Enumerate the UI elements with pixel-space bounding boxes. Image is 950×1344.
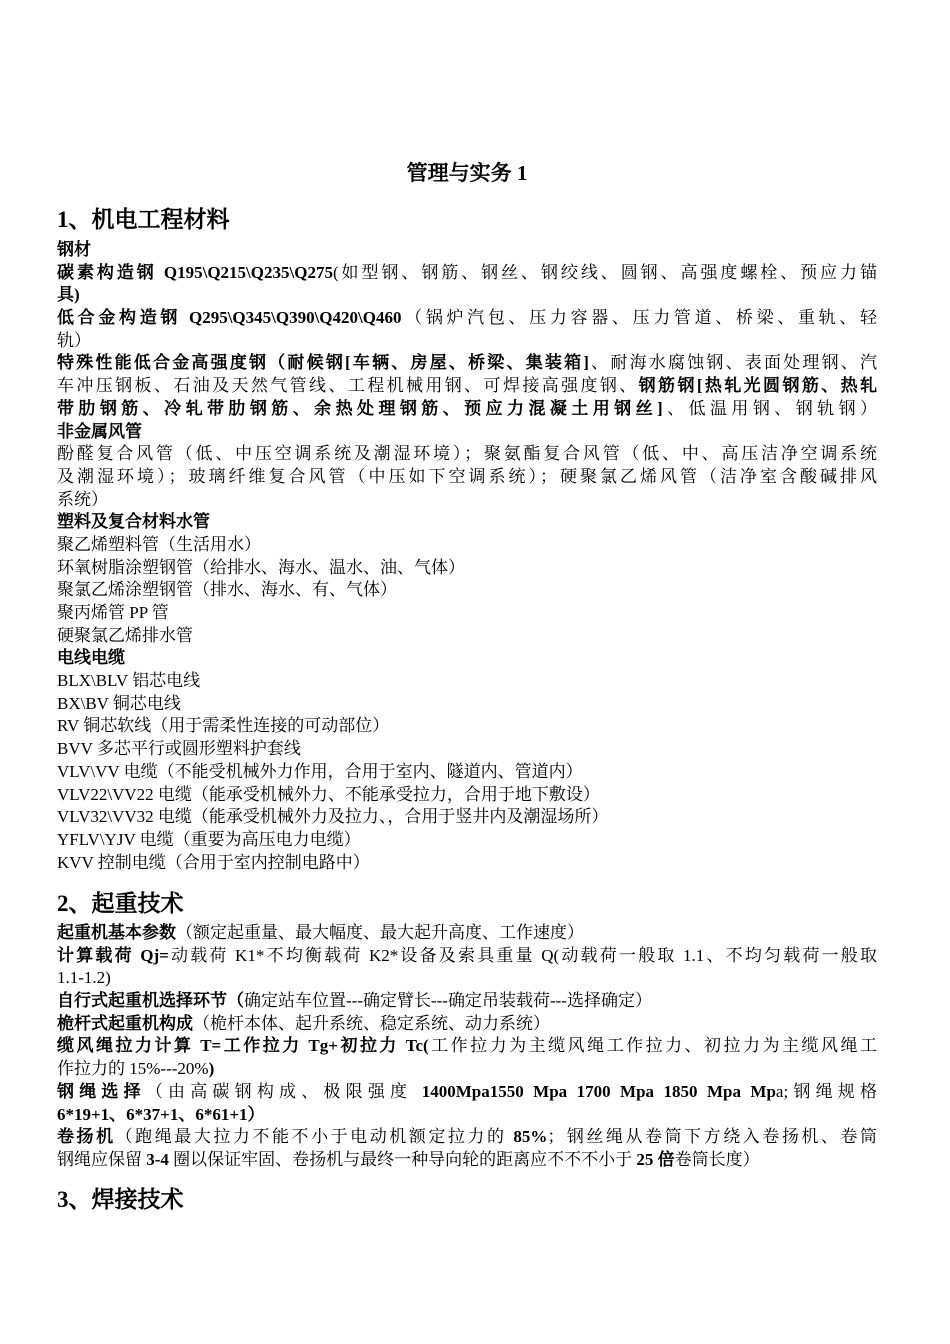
text-run: （锅炉汽包、压力容器、压力管道、桥梁、重轨、轻 [401, 308, 877, 328]
text-run: 轨） [57, 330, 91, 350]
text-line [57, 1081, 877, 1104]
bold-text-run: 钢绳选择 [57, 1081, 146, 1101]
text-run: 硬聚氯乙烯排水管 [57, 625, 193, 645]
text-run: 车冲压钢板、石油及天然气管线、工程机械用钢、可焊接高强度钢、 [57, 376, 639, 396]
section-heading-materials: 1、机电工程材料 [57, 207, 230, 232]
text-line [57, 1013, 877, 1036]
text-line [57, 239, 877, 262]
text-line [57, 511, 877, 534]
text-line [57, 852, 877, 875]
text-line [57, 647, 877, 670]
text-run: BLX\BLV 铝芯电线 [57, 671, 201, 691]
text-run: 1.1-1.2) [57, 968, 111, 988]
text-run: 、耐海水腐蚀钢、表面处理钢、汽 [588, 353, 877, 373]
text-line [57, 806, 877, 829]
text-line [57, 534, 877, 557]
text-line [57, 990, 877, 1013]
text-run: 圈以保证牢固、卷扬机与最终一种导向轮的距离应不不不小于 [168, 1149, 637, 1169]
text-line [57, 1149, 877, 1172]
text-line [57, 284, 877, 307]
bold-text-run: 25 倍 [636, 1149, 675, 1169]
text-run: 聚乙烯塑料管（生活用水） [57, 534, 261, 554]
text-line [57, 761, 877, 784]
text-line [57, 421, 877, 444]
text-run: 、低温用钢、钢轨钢） [662, 398, 877, 418]
text-line [57, 1126, 877, 1149]
text-line [57, 922, 877, 945]
text-line [57, 557, 877, 580]
text-line [57, 579, 877, 602]
bold-text-run: 钢筋钢[热轧光圆钢筋、热轧 [638, 376, 877, 396]
bold-text-run: ) [208, 1059, 215, 1079]
page-title: 管理与实务 1 [406, 161, 528, 185]
text-run: （额定起重量、最大幅度、最大起升高度、工作速度） [176, 923, 584, 942]
text-line [57, 1104, 877, 1127]
bold-text-run: 特殊性能低合金高强度钢（耐候钢[车辆、房屋、桥梁、集装箱] [57, 353, 589, 373]
bold-text-run: 钢材 [57, 240, 91, 259]
bold-text-run: 非金属风管 [57, 421, 142, 441]
text-run: 聚氯乙烯涂塑钢管（排水、海水、有、气体） [57, 580, 397, 600]
text-line [57, 466, 877, 489]
text-run: 确定站车位置---确定臂长---确定吊装载荷---选择确定） [244, 991, 652, 1011]
bold-text-run: 电线电缆 [57, 648, 125, 668]
text-line [57, 330, 877, 353]
text-line [57, 1035, 877, 1058]
text-run: ；钢丝绳从卷筒下方绕入卷扬机、卷筒 [547, 1127, 878, 1147]
text-run: 工作拉力为主缆风绳工作拉力、初拉力为主缆风绳工 [428, 1036, 877, 1056]
text-run: 系统） [57, 489, 108, 509]
text-run: 卷筒长度） [674, 1149, 760, 1169]
text-run: 酚醛复合风管（低、中压空调系统及潮湿环境）；聚氨酯复合风管（低、中、高压洁净空调系统 [57, 444, 877, 464]
text-line [57, 489, 877, 512]
text-run: RV 铜芯软线（用于需柔性连接的可动部位） [57, 716, 390, 736]
bold-text-run: 塑料及复合材料水管 [57, 512, 210, 532]
bold-text-run: 卷扬机 [57, 1127, 116, 1147]
text-line [57, 398, 877, 421]
bold-text-run: 桅杆式起重机构成 [57, 1013, 193, 1033]
bold-text-run: 1400Mpa1550 Mpa 1700 Mpa 1850 Mpa Mp [421, 1081, 776, 1101]
bold-text-run: 碳素构造钢 Q195\Q215\Q235\Q275 [57, 262, 333, 282]
text-run: (如型钢、钢筋、钢丝、钢绞线、圆钢、高强度螺栓、预应力锚 [332, 262, 877, 282]
text-line [57, 829, 877, 852]
bold-text-run: 3-4 [146, 1149, 169, 1169]
text-line [57, 352, 877, 375]
bold-text-run: 计算载荷 Qj= [57, 945, 169, 965]
text-run: （由高碳钢构成、极限强度 [145, 1081, 422, 1101]
text-run: （跑绳最大拉力不能不小于电动机额定拉力的 [115, 1127, 514, 1147]
text-line [57, 670, 877, 693]
bold-text-run: 缆风绳拉力计算 T=工作拉力 Tg+初拉力 Tc( [57, 1036, 429, 1056]
text-line [57, 967, 877, 990]
text-run: 动载荷 K1*不均衡载荷 K2*设备及索具重量 Q(动载荷一般取 1.1、不均匀载荷一般取 [168, 945, 877, 965]
section-heading-lifting: 2、起重技术 [57, 891, 184, 916]
text-line [57, 784, 877, 807]
bold-text-run: 85% [513, 1127, 548, 1147]
bold-text-run: 具) [57, 285, 80, 305]
text-line [57, 738, 877, 761]
text-run: BX\BV 铜芯电线 [57, 693, 181, 713]
bold-text-run: 起重机基本参数 [57, 923, 176, 942]
section-heading-welding: 3、焊接技术 [57, 1187, 184, 1212]
text-run: BVV 多芯平行或圆形塑料护套线 [57, 739, 301, 759]
text-line [57, 945, 877, 968]
bold-text-run: 自行式起重机选择环节（ [57, 991, 244, 1011]
text-line [57, 693, 877, 716]
section-body-materials [57, 239, 877, 874]
text-run: YFLV\YJV 电缆（重要为高压电力电缆） [57, 829, 361, 849]
text-run: （桅杆本体、起升系统、稳定系统、动力系统） [193, 1013, 550, 1033]
text-run: 钢绳应保留 [57, 1149, 147, 1169]
text-run: VLV22\VV22 电缆（能承受机械外力、不能承受拉力，合用于地下敷设） [57, 784, 600, 804]
text-line [57, 602, 877, 625]
text-line [57, 1058, 877, 1081]
text-run: a;钢绳规格 [775, 1081, 878, 1101]
text-run: 及潮湿环境）；玻璃纤维复合风管（中压如下空调系统）；硬聚氯乙烯风管（洁净室含酸碱排风 [57, 466, 877, 486]
bold-text-run: 低合金构造钢 Q295\Q345\Q390\Q420\Q460 [57, 308, 402, 328]
bold-text-run: 带肋钢筋、冷轧带肋钢筋、余热处理钢筋、预应力混凝土用钢丝] [57, 398, 663, 418]
text-run: VLV\VV 电缆（不能受机械外力作用，合用于室内、隧道内、管道内） [57, 761, 583, 781]
text-line [57, 307, 877, 330]
text-line [57, 262, 877, 285]
bold-text-run: 6*19+1、6*37+1、6*61+1） [57, 1104, 265, 1124]
text-line [57, 715, 877, 738]
text-run: 环氧树脂涂塑钢管（给排水、海水、温水、油、气体） [57, 557, 465, 577]
text-line [57, 375, 877, 398]
text-run: KVV 控制电缆（合用于室内控制电路中） [57, 852, 370, 872]
text-line [57, 443, 877, 466]
text-run: 聚丙烯管 PP 管 [57, 603, 169, 622]
section-body-lifting [57, 922, 877, 1172]
text-line [57, 625, 877, 648]
text-run: VLV32\VV32 电缆（能承受机械外力及拉力、，合用于竖井内及潮湿场所） [57, 807, 609, 827]
text-run: 作拉力的 15%---20% [57, 1059, 209, 1079]
